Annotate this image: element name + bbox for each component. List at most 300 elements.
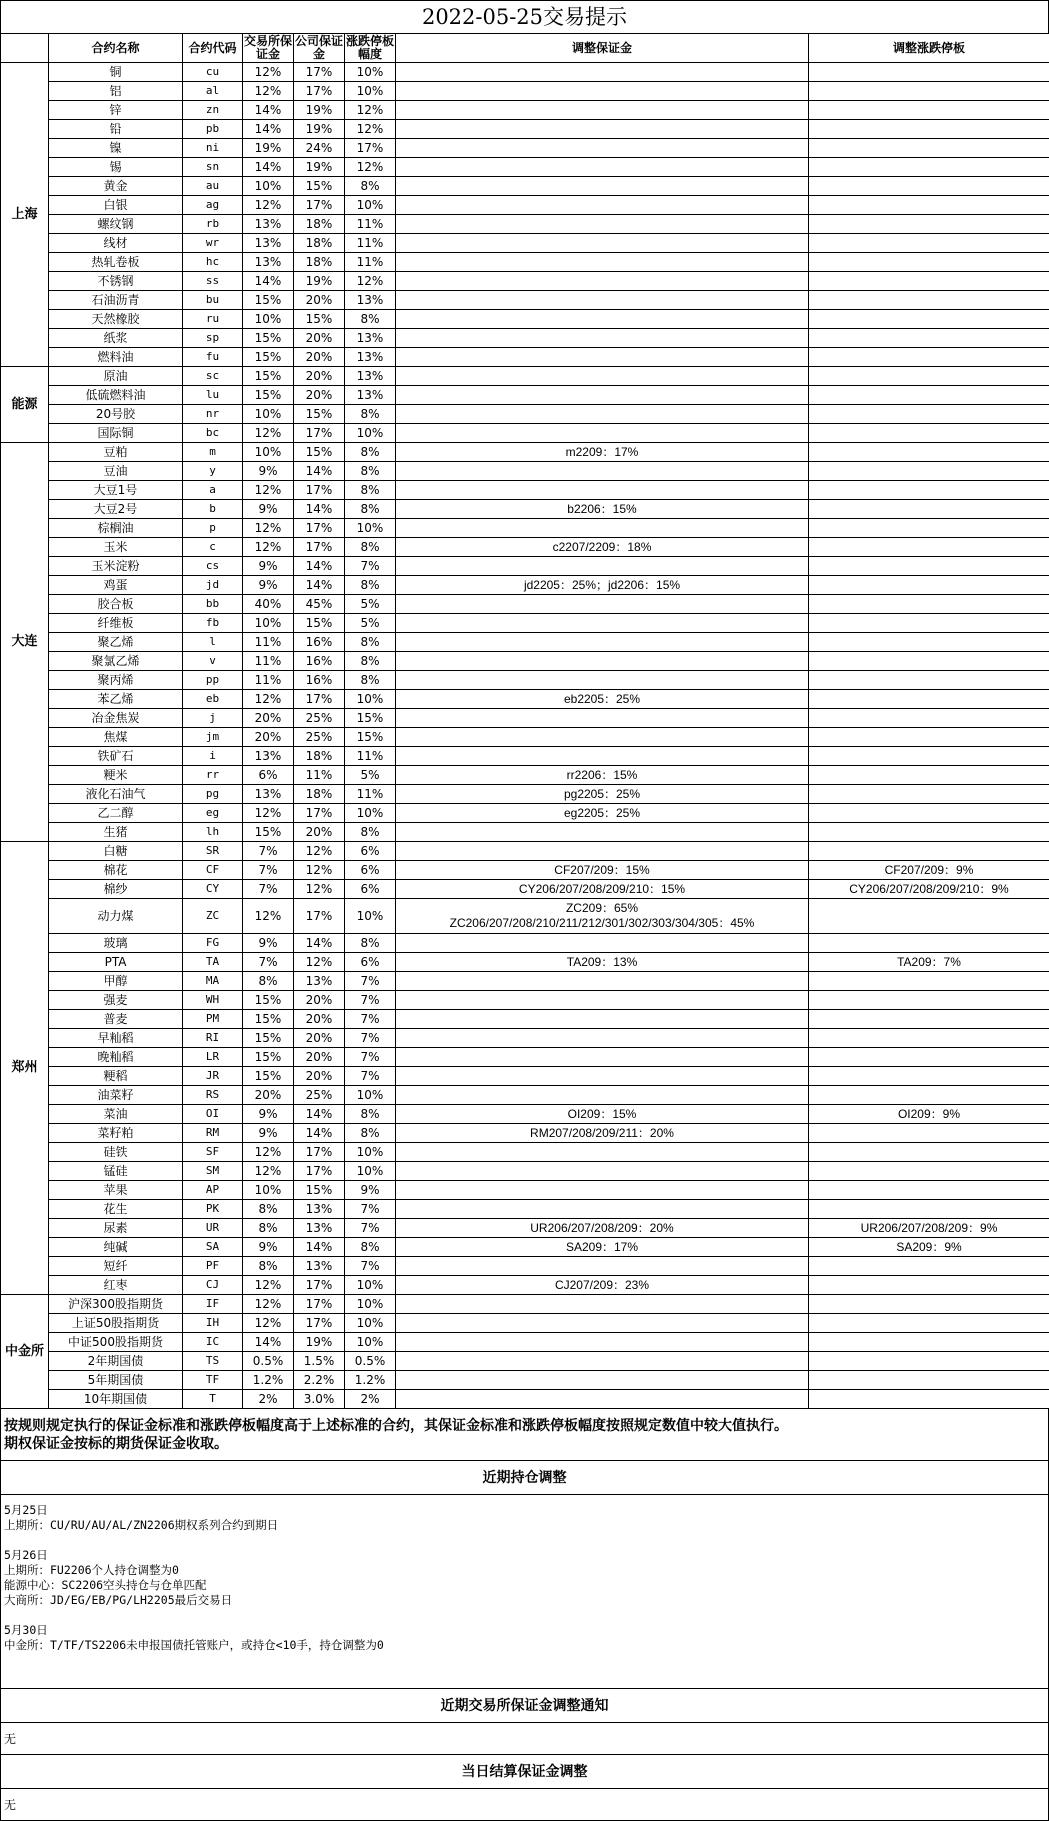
table-row xyxy=(1,1314,1049,1333)
price-limit: 12% xyxy=(345,101,396,120)
adjusted-margin-line: TA209：13% xyxy=(396,955,808,970)
company-margin: 14% xyxy=(294,934,345,953)
exchange-margin: 7% xyxy=(243,953,294,972)
exchange-margin: 11% xyxy=(243,671,294,690)
company-margin: 17% xyxy=(294,82,345,101)
adjusted-limit-line: SA209：9% xyxy=(809,1240,1049,1255)
adjusted-limit xyxy=(809,785,1049,804)
contract-name: 镍 xyxy=(49,139,183,158)
adjusted-margin xyxy=(396,633,809,652)
price-limit: 8% xyxy=(345,310,396,329)
table-row xyxy=(1,842,1049,861)
exchange-margin: 0.5% xyxy=(243,1352,294,1371)
company-margin: 20% xyxy=(294,291,345,310)
exchange-margin: 8% xyxy=(243,972,294,991)
price-limit: 10% xyxy=(345,1295,396,1314)
price-limit: 5% xyxy=(345,614,396,633)
table-row xyxy=(1,215,1049,234)
price-limit: 11% xyxy=(345,215,396,234)
contract-name: 锰硅 xyxy=(49,1162,183,1181)
contract-name: 液化石油气 xyxy=(49,785,183,804)
exchange-margin: 40% xyxy=(243,595,294,614)
contract-code: TS xyxy=(183,1352,243,1371)
contract-code: TF xyxy=(183,1371,243,1390)
table-row xyxy=(1,500,1049,519)
contract-code: TA xyxy=(183,953,243,972)
contract-name: 聚丙烯 xyxy=(49,671,183,690)
adjusted-margin xyxy=(396,386,809,405)
contract-code: CY xyxy=(183,880,243,899)
price-limit: 7% xyxy=(345,1029,396,1048)
table-row xyxy=(1,386,1049,405)
company-margin: 19% xyxy=(294,1333,345,1352)
company-margin: 18% xyxy=(294,215,345,234)
company-margin: 20% xyxy=(294,823,345,842)
adjusted-limit xyxy=(809,329,1049,348)
contract-name: 焦煤 xyxy=(49,728,183,747)
header-contract-name: 合约名称 xyxy=(49,34,183,63)
adjusted-margin xyxy=(396,652,809,671)
company-margin: 12% xyxy=(294,880,345,899)
table-row xyxy=(1,991,1049,1010)
contract-code: rb xyxy=(183,215,243,234)
contract-code: lu xyxy=(183,386,243,405)
company-margin: 17% xyxy=(294,1143,345,1162)
table-row xyxy=(1,1200,1049,1219)
exchange-margin: 12% xyxy=(243,1276,294,1295)
table-row xyxy=(1,1067,1049,1086)
adjusted-limit xyxy=(809,1295,1049,1314)
adjusted-margin xyxy=(396,1295,809,1314)
company-margin: 20% xyxy=(294,329,345,348)
table-row xyxy=(1,310,1049,329)
table-row xyxy=(1,101,1049,120)
contract-name: 中证500股指期货 xyxy=(49,1333,183,1352)
adjusted-margin xyxy=(396,101,809,120)
exchange-margin: 15% xyxy=(243,386,294,405)
contract-code: JR xyxy=(183,1067,243,1086)
contract-name: 上证50股指期货 xyxy=(49,1314,183,1333)
price-limit: 10% xyxy=(345,804,396,823)
exchange-margin: 14% xyxy=(243,272,294,291)
position-date: 5月30日 xyxy=(4,1623,1045,1638)
adjusted-margin xyxy=(396,861,809,880)
company-margin: 15% xyxy=(294,405,345,424)
header-contract-code: 合约代码 xyxy=(183,34,243,63)
company-margin: 18% xyxy=(294,747,345,766)
table-row xyxy=(1,177,1049,196)
adjusted-margin xyxy=(396,519,809,538)
adjusted-limit xyxy=(809,728,1049,747)
table-header-row xyxy=(1,34,1049,63)
contract-name: 油菜籽 xyxy=(49,1086,183,1105)
contract-code: jm xyxy=(183,728,243,747)
company-margin: 13% xyxy=(294,972,345,991)
adjusted-limit xyxy=(809,953,1049,972)
exchange-margin: 9% xyxy=(243,934,294,953)
contract-code: p xyxy=(183,519,243,538)
adjusted-margin-line: CY206/207/208/209/210：15% xyxy=(396,882,808,897)
exchange-margin: 9% xyxy=(243,1238,294,1257)
adjusted-limit xyxy=(809,1181,1049,1200)
exchange-margin: 10% xyxy=(243,405,294,424)
table-row xyxy=(1,196,1049,215)
table-row xyxy=(1,880,1049,899)
contract-name: 早籼稻 xyxy=(49,1029,183,1048)
contract-code: RI xyxy=(183,1029,243,1048)
price-limit: 9% xyxy=(345,1181,396,1200)
adjusted-limit xyxy=(809,291,1049,310)
contract-name: 白银 xyxy=(49,196,183,215)
adjusted-margin-line: m2209：17% xyxy=(396,445,808,460)
company-margin: 14% xyxy=(294,462,345,481)
adjusted-margin xyxy=(396,934,809,953)
company-margin: 13% xyxy=(294,1200,345,1219)
table-row xyxy=(1,785,1049,804)
exchange-margin: 13% xyxy=(243,747,294,766)
contract-code: PF xyxy=(183,1257,243,1276)
adjusted-limit xyxy=(809,1371,1049,1390)
company-margin: 17% xyxy=(294,690,345,709)
adjusted-margin xyxy=(396,880,809,899)
adjusted-margin xyxy=(396,557,809,576)
table-row xyxy=(1,481,1049,500)
company-margin: 20% xyxy=(294,1029,345,1048)
price-limit: 7% xyxy=(345,1048,396,1067)
table-row xyxy=(1,972,1049,991)
company-margin: 15% xyxy=(294,1181,345,1200)
contract-name: 强麦 xyxy=(49,991,183,1010)
adjusted-margin xyxy=(396,1390,809,1409)
price-limit: 8% xyxy=(345,576,396,595)
adjusted-limit xyxy=(809,880,1049,899)
adjusted-margin xyxy=(396,1124,809,1143)
table-row xyxy=(1,538,1049,557)
exchange-margin: 12% xyxy=(243,1162,294,1181)
contract-name: 乙二醇 xyxy=(49,804,183,823)
price-limit: 8% xyxy=(345,934,396,953)
adjusted-margin xyxy=(396,272,809,291)
company-margin: 18% xyxy=(294,234,345,253)
adjusted-margin-line: CF207/209：15% xyxy=(396,863,808,878)
price-limit: 8% xyxy=(345,481,396,500)
contract-code: bc xyxy=(183,424,243,443)
adjusted-limit xyxy=(809,972,1049,991)
rule-note-line: 按规则规定执行的保证金标准和涨跌停板幅度高于上述标准的合约，其保证金标准和涨跌停板幅度按照规定数值中较大值执行。 xyxy=(4,1417,1045,1435)
adjusted-limit-line: CF207/209：9% xyxy=(809,863,1049,878)
price-limit: 5% xyxy=(345,595,396,614)
contract-name: 甲醇 xyxy=(49,972,183,991)
contract-name: 玉米淀粉 xyxy=(49,557,183,576)
company-margin: 15% xyxy=(294,310,345,329)
company-margin: 19% xyxy=(294,158,345,177)
exchange-margin: 15% xyxy=(243,291,294,310)
company-margin: 19% xyxy=(294,272,345,291)
contract-code: CJ xyxy=(183,1276,243,1295)
adjusted-margin-line: ZC209：65% xyxy=(396,901,808,916)
table-row xyxy=(1,576,1049,595)
adjusted-limit xyxy=(809,557,1049,576)
company-margin: 17% xyxy=(294,538,345,557)
adjusted-limit-line: TA209：7% xyxy=(809,955,1049,970)
contract-name: 短纤 xyxy=(49,1257,183,1276)
contract-code: hc xyxy=(183,253,243,272)
adjusted-margin-line: ZC206/207/208/210/211/212/301/302/303/304/305：45% xyxy=(396,916,808,931)
adjusted-margin-line: RM207/208/209/211：20% xyxy=(396,1126,808,1141)
adjusted-margin xyxy=(396,139,809,158)
company-margin: 18% xyxy=(294,253,345,272)
contract-name: 线材 xyxy=(49,234,183,253)
exchange-margin: 7% xyxy=(243,842,294,861)
exchange-margin: 15% xyxy=(243,823,294,842)
company-margin: 14% xyxy=(294,1105,345,1124)
company-margin: 14% xyxy=(294,576,345,595)
exchange-margin: 19% xyxy=(243,139,294,158)
exchange-margin: 12% xyxy=(243,804,294,823)
header-exchange xyxy=(1,34,49,63)
adjusted-margin xyxy=(396,234,809,253)
adjusted-limit xyxy=(809,1333,1049,1352)
price-limit: 5% xyxy=(345,766,396,785)
exchange-margin: 8% xyxy=(243,1200,294,1219)
adjusted-margin xyxy=(396,291,809,310)
price-limit: 8% xyxy=(345,177,396,196)
exchange-margin: 8% xyxy=(243,1257,294,1276)
adjusted-limit xyxy=(809,481,1049,500)
price-limit: 8% xyxy=(345,1105,396,1124)
contract-name: 沪深300股指期货 xyxy=(49,1295,183,1314)
adjusted-margin xyxy=(396,671,809,690)
price-limit: 10% xyxy=(345,519,396,538)
adjusted-margin xyxy=(396,953,809,972)
table-row xyxy=(1,1010,1049,1029)
contract-code: SF xyxy=(183,1143,243,1162)
contract-code: OI xyxy=(183,1105,243,1124)
contract-code: ag xyxy=(183,196,243,215)
position-date-block xyxy=(4,1503,1045,1533)
contract-name: 聚氯乙烯 xyxy=(49,652,183,671)
table-row xyxy=(1,405,1049,424)
adjusted-limit xyxy=(809,1124,1049,1143)
adjusted-limit xyxy=(809,991,1049,1010)
adjusted-margin xyxy=(396,747,809,766)
adjusted-limit xyxy=(809,120,1049,139)
contract-code: v xyxy=(183,652,243,671)
exchange-margin: 13% xyxy=(243,253,294,272)
contract-name: 苯乙烯 xyxy=(49,690,183,709)
table-row xyxy=(1,652,1049,671)
settlement-margin-heading: 当日结算保证金调整 xyxy=(0,1755,1049,1789)
adjusted-limit xyxy=(809,1238,1049,1257)
contract-code: sn xyxy=(183,158,243,177)
adjusted-margin xyxy=(396,367,809,386)
price-limit: 10% xyxy=(345,1162,396,1181)
adjusted-limit xyxy=(809,1086,1049,1105)
company-margin: 11% xyxy=(294,766,345,785)
company-margin: 19% xyxy=(294,101,345,120)
adjusted-margin xyxy=(396,1352,809,1371)
contract-code: sc xyxy=(183,367,243,386)
contract-code: LR xyxy=(183,1048,243,1067)
table-row xyxy=(1,1219,1049,1238)
adjusted-margin-line: jd2205：25%；jd2206：15% xyxy=(396,578,808,593)
company-margin: 16% xyxy=(294,652,345,671)
adjusted-margin xyxy=(396,443,809,462)
contract-name: 豆油 xyxy=(49,462,183,481)
table-row xyxy=(1,1371,1049,1390)
contract-name: 棉纱 xyxy=(49,880,183,899)
price-limit: 8% xyxy=(345,500,396,519)
contract-code: fu xyxy=(183,348,243,367)
exchange-margin: 12% xyxy=(243,1295,294,1314)
exchange-margin: 10% xyxy=(243,310,294,329)
adjusted-margin xyxy=(396,576,809,595)
adjusted-limit xyxy=(809,1105,1049,1124)
table-row xyxy=(1,1181,1049,1200)
page-title: 2022-05-25交易提示 xyxy=(0,0,1049,33)
adjusted-margin xyxy=(396,1333,809,1352)
table-row xyxy=(1,728,1049,747)
adjusted-margin-line: eb2205：25% xyxy=(396,692,808,707)
company-margin: 25% xyxy=(294,709,345,728)
exchange-margin: 12% xyxy=(243,519,294,538)
table-row xyxy=(1,82,1049,101)
table-row xyxy=(1,823,1049,842)
contract-code: AP xyxy=(183,1181,243,1200)
exchange-label: 大连 xyxy=(1,443,49,842)
exchange-label: 中金所 xyxy=(1,1295,49,1409)
exchange-margin: 12% xyxy=(243,1314,294,1333)
table-row xyxy=(1,158,1049,177)
adjusted-limit xyxy=(809,709,1049,728)
table-row xyxy=(1,804,1049,823)
price-limit: 13% xyxy=(345,367,396,386)
contract-name: 铝 xyxy=(49,82,183,101)
contract-code: RM xyxy=(183,1124,243,1143)
contract-name: 螺纹钢 xyxy=(49,215,183,234)
exchange-margin: 9% xyxy=(243,500,294,519)
exchange-margin: 9% xyxy=(243,462,294,481)
price-limit: 8% xyxy=(345,538,396,557)
adjusted-margin-line: c2207/2209：18% xyxy=(396,540,808,555)
exchange-margin: 15% xyxy=(243,329,294,348)
contract-code: pb xyxy=(183,120,243,139)
price-limit: 11% xyxy=(345,747,396,766)
exchange-margin-notice-content: 无 xyxy=(0,1723,1049,1755)
company-margin: 15% xyxy=(294,443,345,462)
price-limit: 6% xyxy=(345,861,396,880)
price-limit: 12% xyxy=(345,120,396,139)
exchange-label: 郑州 xyxy=(1,842,49,1295)
contract-name: 聚乙烯 xyxy=(49,633,183,652)
adjusted-margin-line: eg2205：25% xyxy=(396,806,808,821)
adjusted-margin xyxy=(396,804,809,823)
table-row xyxy=(1,1352,1049,1371)
contract-name: 2年期国债 xyxy=(49,1352,183,1371)
exchange-margin: 10% xyxy=(243,443,294,462)
table-row xyxy=(1,953,1049,972)
header-adjusted-margin: 调整保证金 xyxy=(396,34,809,63)
exchange-margin: 14% xyxy=(243,1333,294,1352)
adjusted-limit xyxy=(809,1352,1049,1371)
exchange-margin-notice-heading: 近期交易所保证金调整通知 xyxy=(0,1689,1049,1723)
price-limit: 10% xyxy=(345,1143,396,1162)
company-margin: 14% xyxy=(294,500,345,519)
contract-code: c xyxy=(183,538,243,557)
adjusted-limit xyxy=(809,101,1049,120)
adjusted-margin xyxy=(396,405,809,424)
contract-code: jd xyxy=(183,576,243,595)
contract-code: SA xyxy=(183,1238,243,1257)
contract-name: 纸浆 xyxy=(49,329,183,348)
table-row xyxy=(1,291,1049,310)
adjusted-margin xyxy=(396,728,809,747)
price-limit: 10% xyxy=(345,1333,396,1352)
contract-code: SR xyxy=(183,842,243,861)
contract-name: 花生 xyxy=(49,1200,183,1219)
adjusted-limit xyxy=(809,348,1049,367)
table-row xyxy=(1,1086,1049,1105)
adjusted-margin xyxy=(396,538,809,557)
company-margin: 17% xyxy=(294,899,345,934)
exchange-margin: 15% xyxy=(243,991,294,1010)
table-row xyxy=(1,1048,1049,1067)
table-row xyxy=(1,934,1049,953)
exchange-margin: 10% xyxy=(243,614,294,633)
company-margin: 20% xyxy=(294,1067,345,1086)
price-limit: 7% xyxy=(345,1257,396,1276)
contract-name: 燃料油 xyxy=(49,348,183,367)
adjusted-limit xyxy=(809,652,1049,671)
price-limit: 17% xyxy=(345,139,396,158)
adjusted-margin xyxy=(396,842,809,861)
adjusted-limit xyxy=(809,576,1049,595)
adjusted-limit xyxy=(809,386,1049,405)
adjusted-margin xyxy=(396,690,809,709)
contract-name: 动力煤 xyxy=(49,899,183,934)
company-margin: 17% xyxy=(294,519,345,538)
table-row xyxy=(1,234,1049,253)
adjusted-limit xyxy=(809,158,1049,177)
adjusted-limit xyxy=(809,804,1049,823)
company-margin: 14% xyxy=(294,1124,345,1143)
company-margin: 2.2% xyxy=(294,1371,345,1390)
adjusted-margin xyxy=(396,424,809,443)
table-row xyxy=(1,462,1049,481)
adjusted-margin xyxy=(396,253,809,272)
contract-code: y xyxy=(183,462,243,481)
company-margin: 12% xyxy=(294,953,345,972)
contract-code: rr xyxy=(183,766,243,785)
contract-name: 锌 xyxy=(49,101,183,120)
price-limit: 6% xyxy=(345,880,396,899)
table-row xyxy=(1,747,1049,766)
contract-code: l xyxy=(183,633,243,652)
position-adjustment-heading: 近期持仓调整 xyxy=(0,1461,1049,1495)
price-limit: 15% xyxy=(345,728,396,747)
table-row xyxy=(1,120,1049,139)
exchange-margin: 7% xyxy=(243,880,294,899)
adjusted-margin xyxy=(396,1086,809,1105)
company-margin: 17% xyxy=(294,1276,345,1295)
adjusted-margin xyxy=(396,310,809,329)
adjusted-margin xyxy=(396,1276,809,1295)
price-limit: 8% xyxy=(345,1124,396,1143)
contract-name: 20号胶 xyxy=(49,405,183,424)
contract-code: sp xyxy=(183,329,243,348)
price-limit: 12% xyxy=(345,272,396,291)
company-margin: 14% xyxy=(294,1238,345,1257)
